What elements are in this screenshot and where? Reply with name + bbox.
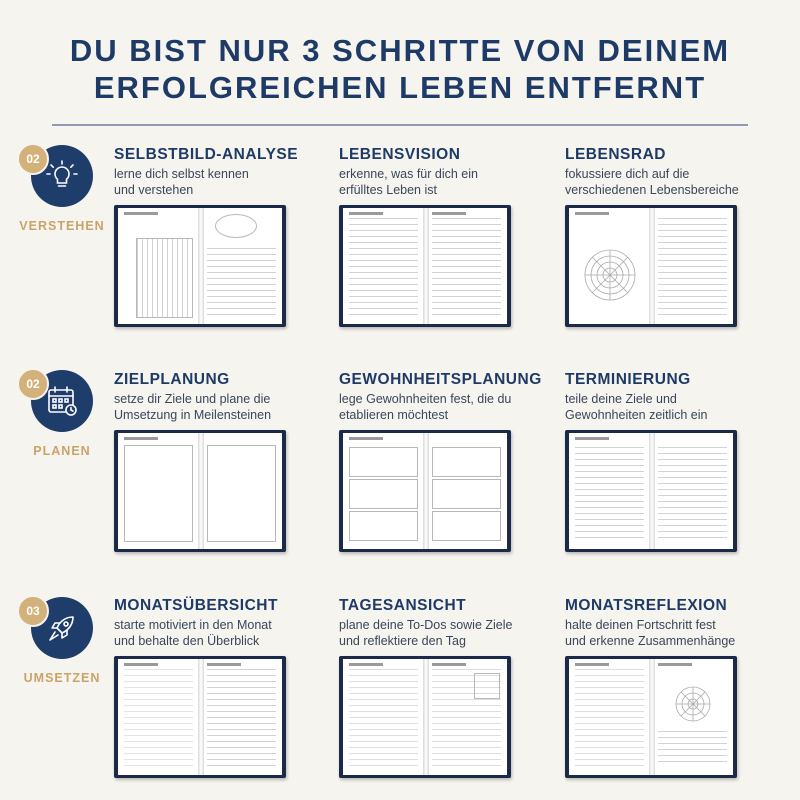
card-title: MONATSÜBERSICHT bbox=[114, 597, 278, 614]
calendar-icon bbox=[46, 385, 78, 417]
stage-label: VERSTEHEN bbox=[19, 219, 105, 233]
card-zielplanung bbox=[114, 370, 329, 423]
stage-planen bbox=[16, 370, 108, 458]
stage-label: UMSETZEN bbox=[23, 671, 101, 685]
lightbulb-icon bbox=[46, 160, 78, 192]
card-title: SELBSTBILD-ANALYSE bbox=[114, 146, 299, 163]
card-selbstbild-analyse bbox=[114, 145, 329, 198]
headline-line-2: ERFOLGREICHEN LEBEN ENTFERNT bbox=[93, 70, 707, 105]
card-title: LEBENSVISION bbox=[339, 146, 461, 163]
planner-preview bbox=[114, 430, 286, 552]
planner-preview bbox=[339, 656, 511, 778]
card-description: plane deine To-Dos sowie Ziele und reflektiere den Tag bbox=[339, 618, 513, 648]
card-description: teile deine Ziele und Gewohnheiten zeitlich ein bbox=[565, 392, 708, 422]
planner-preview bbox=[565, 430, 737, 552]
card-description: lege Gewohnheiten fest, die du etablieren möchtest bbox=[339, 392, 512, 422]
card-title: MONATSREFLEXION bbox=[565, 597, 728, 614]
planner-preview bbox=[339, 430, 511, 552]
card-title: ZIELPLANUNG bbox=[114, 371, 230, 388]
card-terminierung bbox=[565, 370, 780, 423]
card-title: LEBENSRAD bbox=[565, 146, 666, 163]
life-wheel-illustration bbox=[583, 248, 637, 302]
stage-label: PLANEN bbox=[33, 444, 91, 458]
card-tagesansicht bbox=[339, 596, 554, 649]
stage-circle bbox=[26, 145, 93, 207]
card-description: setze dir Ziele und plane die Umsetzung in Meilensteinen bbox=[114, 392, 272, 422]
stage-verstehen bbox=[16, 145, 108, 233]
card-title: TERMINIERUNG bbox=[565, 371, 691, 388]
planner-preview bbox=[565, 656, 737, 778]
card-title: GEWOHNHEITSPLANUNG bbox=[339, 371, 542, 388]
card-gewohnheitsplanung bbox=[339, 370, 554, 423]
web-chart-illustration bbox=[674, 685, 712, 723]
stage-number-badge: 02 bbox=[17, 143, 49, 175]
card-lebensrad bbox=[565, 145, 780, 198]
card-monatsuebersicht bbox=[114, 596, 329, 649]
card-description: lerne dich selbst kennen und verstehen bbox=[114, 167, 249, 197]
card-lebensvision bbox=[339, 145, 554, 198]
planner-preview bbox=[114, 656, 286, 778]
card-description: fokussiere dich auf die verschiedenen Lebensbereiche bbox=[565, 167, 739, 197]
divider bbox=[52, 124, 748, 126]
card-description: starte motiviert in den Monat und behalte den Überblick bbox=[114, 618, 272, 648]
stage-number-badge: 02 bbox=[17, 368, 49, 400]
planner-preview bbox=[339, 205, 511, 327]
planner-preview bbox=[114, 205, 286, 327]
card-description: halte deinen Fortschritt fest und erkenne Zusammenhänge bbox=[565, 618, 736, 648]
stage-circle bbox=[26, 597, 93, 659]
stage-circle bbox=[26, 370, 93, 432]
card-monatsreflexion bbox=[565, 596, 780, 649]
planner-preview bbox=[565, 205, 737, 327]
rocket-icon bbox=[46, 612, 78, 644]
stage-umsetzen bbox=[16, 597, 108, 685]
card-description: erkenne, was für dich ein erfülltes Leben ist bbox=[339, 167, 478, 197]
card-title: TAGESANSICHT bbox=[339, 597, 467, 614]
headline-line-1: DU BIST NUR 3 SCHRITTE VON DEINEM bbox=[69, 33, 731, 68]
headline bbox=[0, 32, 800, 106]
stage-number-badge: 03 bbox=[17, 595, 49, 627]
